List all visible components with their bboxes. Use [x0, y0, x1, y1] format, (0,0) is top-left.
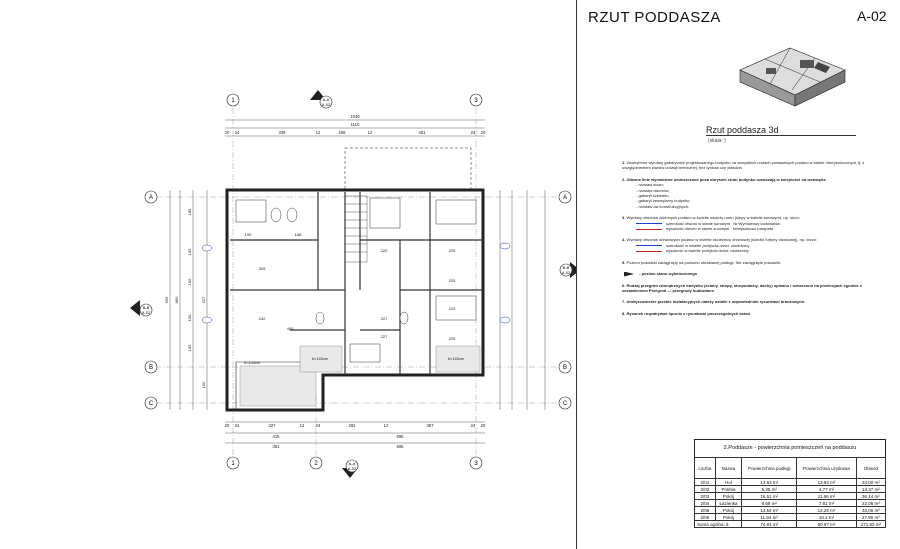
table-row	[695, 514, 886, 521]
axis-label-1-top: 1	[231, 98, 235, 104]
note-number: 1.	[622, 160, 626, 165]
legend-swatch	[636, 223, 662, 224]
axis-label-3-bottom: 3	[474, 461, 478, 467]
room-dim: 400	[286, 326, 294, 331]
note-item	[622, 177, 884, 209]
note-item	[622, 160, 884, 171]
section-mark-a-top: A-A	[322, 97, 330, 102]
note-item	[622, 215, 884, 231]
section-arrow-left	[130, 300, 140, 316]
sheet-divider	[576, 0, 577, 549]
legend-swatch	[636, 245, 662, 246]
dim-bottom-seg: 367	[426, 423, 434, 428]
table-cell: 11.84 m²	[742, 514, 797, 521]
axis-label-b-right: B	[562, 365, 568, 371]
table-cell: Pokój	[715, 493, 742, 500]
table-cell: 11.66 m²	[797, 493, 857, 500]
area-schedule-title: 2.Poddasze - powierzchnia pomieszczeń na poddaszu	[694, 439, 886, 457]
dim-bottom-seg: 24	[315, 423, 321, 428]
dim-left-seg: 150	[201, 381, 206, 389]
axis-label-a-right: A	[562, 195, 568, 201]
table-cell: 2/06	[695, 514, 716, 521]
note-item	[622, 260, 884, 265]
note-number: 2.	[622, 176, 626, 182]
dormer-outline	[345, 148, 471, 190]
table-cell: 36.14 m²	[856, 493, 885, 500]
table-row	[695, 500, 886, 507]
dim-bottom-seg: 12	[383, 423, 389, 428]
bathtub	[236, 200, 266, 222]
table-cell: Pokój	[715, 507, 742, 514]
dim-bottom-seg: 12	[299, 423, 305, 428]
legend-text: szerokość otworu w stanie surowym	[666, 220, 731, 226]
dim-left-seg: 100	[187, 248, 192, 256]
note-item	[622, 237, 884, 253]
axis-label-2-bottom: 2	[314, 461, 318, 467]
dim-left-total: 905	[164, 296, 169, 304]
legend-swatch	[636, 229, 662, 230]
axis-label-c-left: C	[148, 401, 154, 407]
column-header: Liczba	[695, 458, 716, 479]
toilet	[287, 208, 297, 222]
note-item	[622, 283, 884, 294]
table-footer-row	[695, 521, 886, 528]
axis-bubbles	[142, 94, 571, 469]
dim-bottom-seg: 24	[234, 423, 240, 428]
note-subitem: - gabaryt szkieletu;	[636, 193, 670, 199]
window-tag	[202, 245, 212, 251]
table-total: 74.81 m²	[742, 521, 797, 528]
section-mark-a-bottom: A-A	[348, 461, 356, 466]
dim-bottom-row3: 351	[272, 444, 280, 449]
table-total: 60.97 m²	[797, 521, 857, 528]
note-item	[622, 271, 884, 276]
dim-left-seg: 185	[187, 208, 192, 216]
dim-bottom-seg: 24	[470, 423, 476, 428]
column-header: Powierzchnia podłogi	[742, 458, 797, 479]
axis-label-c-right: C	[562, 401, 568, 407]
sheet-title: RZUT PODDASZA	[588, 9, 721, 26]
table-total-label: Suma ogólna: 6	[695, 521, 742, 528]
room-dim: 225	[448, 306, 456, 311]
note-text: Wymiary otworów drzwiowych podano w świetle ościeżnicy drzwiowej (ścieżki futryny drzwiowej), np. drzwi:	[626, 237, 817, 243]
note-subitem: - rozstaw otworów;	[636, 187, 670, 193]
section-mark-b-right: B-B	[562, 265, 570, 270]
caption-underline	[706, 135, 856, 136]
note-text: Rodzaj przegród zewnętrznych budynku (ściany, stropy, stropodachy, dachy) opisano i oznaczono na przekrojach zgodnie z zestawieniem Przegród — przegrody budowlane.	[622, 282, 862, 293]
right-dimensions	[500, 190, 545, 410]
dim-left-row1: 860	[174, 296, 179, 304]
height-tag: h=140cm	[447, 356, 465, 361]
room-dim: 225	[448, 336, 456, 341]
room-dim: 227	[380, 334, 388, 339]
legend-text: Nr/Wymiarowy kodowania	[733, 220, 780, 226]
dim-bottom-seg: 292	[348, 423, 356, 428]
dim-top-total: 1046	[350, 114, 360, 119]
bottom-dimension-labels	[225, 423, 486, 449]
dim-bottom-row2: 415	[272, 434, 280, 439]
table-cell: Hol	[715, 479, 742, 486]
dim-top-seg: 24	[234, 130, 240, 135]
note-subitem: - gabaryt zewnętrzny budynku;	[636, 198, 691, 204]
table-cell: 22.06 m²	[856, 500, 885, 507]
table-cell: Pralnia	[715, 486, 742, 493]
room-dim: 220	[380, 248, 388, 253]
bed	[436, 200, 476, 224]
room-dim: 225	[448, 278, 456, 283]
table-cell: 13.84 m²	[742, 479, 797, 486]
note-number: 6.	[622, 282, 626, 288]
table-header-row	[695, 458, 886, 479]
table-row	[695, 486, 886, 493]
staircase	[345, 196, 367, 262]
note-item	[622, 299, 884, 304]
note-subitem: - rozstaw osi konstrukcyjnych;	[636, 203, 690, 209]
column-header: Nazwa	[715, 458, 742, 479]
toilet	[400, 312, 408, 324]
height-tag: h=140cm	[243, 360, 261, 365]
section-mark-b-left: B-B	[142, 305, 150, 310]
dim-bottom-row2: 695	[396, 434, 404, 439]
note-text: Rysunek rozpatrywać łącznie z rysunkami poszczególnych branż.	[626, 310, 752, 316]
room-dim: 242	[258, 316, 266, 321]
window-tag	[500, 243, 510, 249]
axis-label-3-top: 3	[474, 98, 478, 104]
table-cell: 2/02	[695, 486, 716, 493]
bed	[436, 296, 476, 320]
dim-top-seg: 20	[224, 130, 230, 135]
note-text: Główne linie wymiarowe umieszczone poza obrysem rzutu budynku oznaczają w kolejności od wewnątrz:	[626, 176, 827, 182]
table-cell: 4.77 m²	[797, 486, 857, 493]
axis-label-a-left: A	[148, 195, 154, 201]
table-cell: 33.06 m²	[856, 507, 885, 514]
area-table	[694, 457, 886, 528]
table-cell: 2/03	[695, 493, 716, 500]
dim-bottom-seg: 327	[268, 423, 276, 428]
dim-bottom-seg: 20	[480, 423, 486, 428]
note-text: Wymiary otworów okiennych podano w świetle ościeży muru (ślepy w świetle surowym), np. okno:	[626, 215, 800, 221]
cabinet	[350, 344, 380, 362]
table-cell: 10.1 m²	[797, 514, 857, 521]
table-cell: 13.37 m²	[856, 486, 885, 493]
height-tag: h=140cm	[311, 356, 329, 361]
dim-top-seg: 12	[315, 130, 321, 135]
dim-top-seg: 451	[418, 130, 426, 135]
room-dim: 227	[380, 316, 388, 321]
room-dim: 190	[244, 232, 252, 237]
table-cell: 9.68 m²	[742, 500, 797, 507]
dim-bottom-seg: 20	[224, 423, 230, 428]
room-dim: 329	[258, 266, 266, 271]
table-cell: 2/05	[695, 507, 716, 514]
table-cell: 14.54 m²	[742, 507, 797, 514]
view-3d-caption: Rzut poddasza 3d	[706, 125, 779, 135]
note-text: Poziom posadzki zaciągnięty od poziomu obrabianej podłogi. Nie zaciągnięte posadzki.	[626, 259, 782, 265]
general-notes	[622, 160, 884, 322]
column-header: Obwód	[856, 458, 885, 479]
table-cell: 27.96 m²	[856, 514, 885, 521]
dim-top-row1: 1110	[350, 122, 360, 127]
table-cell: 2/04	[695, 500, 716, 507]
left-dimension-labels	[164, 208, 206, 388]
table-row	[695, 479, 886, 486]
table-cell: 16.51 m²	[742, 493, 797, 500]
legend-swatch	[636, 251, 662, 252]
dim-top-seg: 20	[480, 130, 486, 135]
plan-3d-thumbnail	[730, 40, 850, 110]
axis-label-b-left: B	[148, 365, 154, 371]
dim-left-seg: 150	[187, 314, 192, 322]
section-sheet-b-left: A-02	[141, 310, 151, 315]
section-sheet-a-bottom: A-02	[347, 466, 357, 471]
column-header: Powierzchnia użytkowa	[797, 458, 857, 479]
table-cell: 24.00 m²	[856, 479, 885, 486]
dim-top-seg: 12	[367, 130, 373, 135]
note-number: 4.	[622, 237, 626, 243]
room-dim: 188	[294, 232, 302, 237]
table-cell: 12.29 m²	[797, 507, 857, 514]
dim-top-seg: 208	[338, 130, 346, 135]
note-text: Umiejscowienie przebić instalacyjnych należy ustalić z odpowiednimi rysunkami branżowymi.	[626, 299, 805, 305]
level-marker-icon	[624, 272, 634, 277]
dim-left-seg: 100	[187, 344, 192, 352]
note-text: - poziom stanu wykończonego	[639, 271, 698, 277]
window-tag	[500, 317, 510, 323]
note-number: 8.	[622, 310, 626, 316]
axis-label-1-bottom: 1	[231, 461, 235, 467]
legend-text: wysokość otworu w stanie surowym	[666, 226, 730, 232]
note-number: 3.	[622, 215, 626, 221]
legend-text: Nr/wysokości parapetu	[732, 226, 774, 232]
note-text: Zewnętrzne wymiary gabarytowe projektowanego budynku na wszystkich rzutach podawanych podano w stanie niewykończonym, tj. z uwzględnieniem warstw izolacji termicznej, bez tynków czy okładzin.	[622, 160, 865, 171]
top-dimension-labels	[225, 114, 486, 135]
area-schedule	[694, 439, 886, 528]
note-legend	[622, 226, 884, 231]
table-cell: 5.35 m²	[742, 486, 797, 493]
table-total: 171.82 m²	[856, 521, 885, 528]
table-cell: Łazienka	[715, 500, 742, 507]
dim-top-seg: 339	[278, 130, 286, 135]
section-sheet-a-top: A-02	[321, 102, 331, 107]
bed	[370, 198, 400, 228]
view-3d-scale: (skala: )	[708, 138, 726, 144]
dim-left-seg: 100	[187, 278, 192, 286]
toilet	[316, 312, 324, 324]
legend-text: wysokość w świetle przejścia drzwi, ościeżnicy	[666, 248, 749, 254]
axis-grid	[155, 108, 560, 455]
dim-bottom-row3: 695	[396, 444, 404, 449]
section-sheet-b-right: A-02	[561, 270, 571, 275]
fixtures	[236, 198, 476, 362]
table-cell: 7.81 m²	[797, 500, 857, 507]
dim-left-seg: 327	[201, 296, 206, 304]
note-subitem: - rozstaw ścian;	[636, 182, 664, 188]
toilet	[271, 208, 281, 222]
table-cell: 13.84 m²	[797, 479, 857, 486]
table-cell: 2/01	[695, 479, 716, 486]
table-row	[695, 507, 886, 514]
room-dim: 225	[448, 248, 456, 253]
legend-text: szerokość w świetle przejścia drzwi, ościeżnicy	[666, 242, 750, 248]
table-row	[695, 493, 886, 500]
note-item	[622, 311, 884, 316]
window-tag	[202, 317, 212, 323]
note-number: 5.	[622, 259, 626, 265]
sheet-code: A-02	[857, 8, 887, 24]
note-number: 7.	[622, 299, 626, 305]
table-cell: Pokój	[715, 514, 742, 521]
dim-top-seg: 24	[470, 130, 476, 135]
note-legend	[622, 248, 884, 253]
